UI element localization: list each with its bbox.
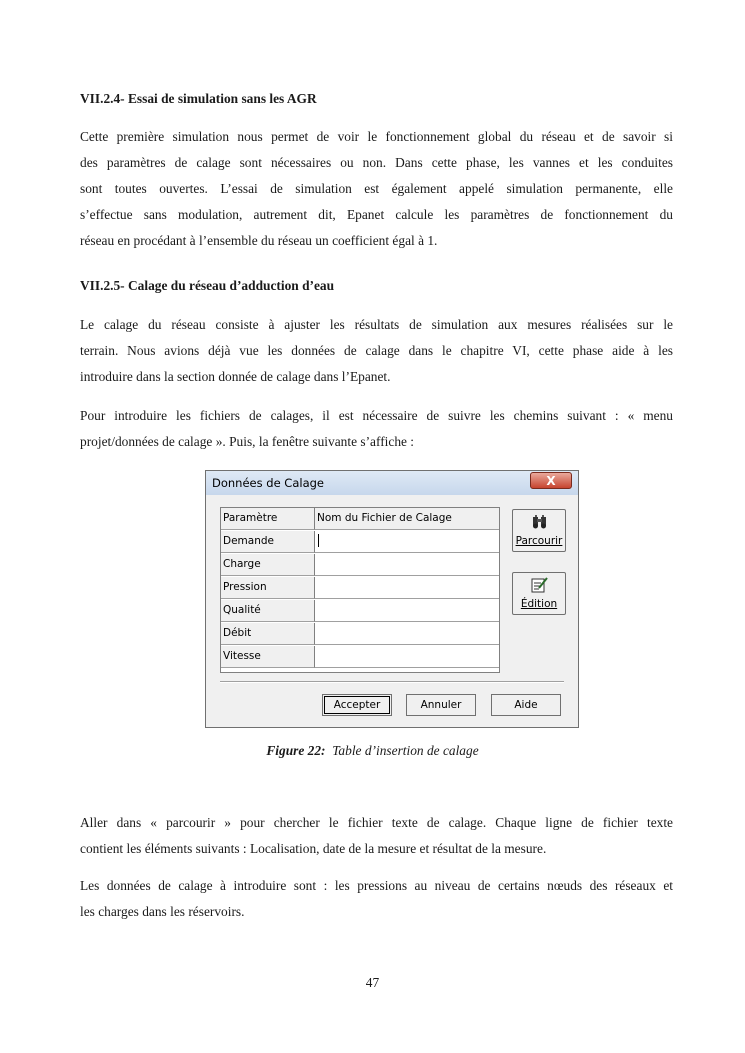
text-line: Le calage du réseau consiste à ajuster les résultats de simulation aux mesures réalisées sur le — [80, 317, 673, 332]
aide-button[interactable]: Aide — [491, 694, 561, 716]
header-parametre: Paramètre — [221, 508, 315, 530]
parcourir-label: Parcourir — [515, 535, 563, 547]
param-cell: Débit — [221, 623, 315, 645]
text-line: s’effectue sans modulation, autrement dit, Epanet calcule les paramètres de fonctionnement du — [80, 207, 673, 222]
paragraph-introduire — [80, 403, 673, 455]
text-caret — [318, 534, 319, 547]
dialog-title: Données de Calage — [212, 476, 324, 490]
text-line: Les données de calage à introduire sont : les pressions au niveau de certains nœuds des réseaux et — [80, 878, 673, 893]
separator — [220, 681, 564, 683]
text-line: réseau en procédant à l’ensemble du réseau un coefficient égal à 1. — [80, 233, 438, 248]
calage-dialog — [205, 470, 579, 728]
grid-row-qualite — [221, 600, 499, 623]
grid-row-debit — [221, 623, 499, 646]
text-line: Cette première simulation nous permet de voir le fonctionnement global du réseau et de savoir si — [80, 129, 673, 144]
header-nom-fichier: Nom du Fichier de Calage — [315, 508, 499, 530]
figure-number: Figure 22: — [266, 743, 326, 758]
file-input-charge[interactable] — [315, 554, 499, 576]
binoculars-icon — [531, 514, 549, 530]
parcourir-button[interactable] — [512, 509, 566, 552]
text-line: les charges dans les réservoirs. — [80, 904, 245, 919]
param-cell: Qualité — [221, 600, 315, 622]
file-input-qualite[interactable] — [315, 600, 499, 622]
grid-row-charge — [221, 554, 499, 577]
grid-row-pression — [221, 577, 499, 600]
text-line: Aller dans « parcourir » pour chercher le fichier texte de calage. Chaque ligne de fichier texte — [80, 815, 673, 830]
text-line: sont toutes ouvertes. L’essai de simulation est également appelé simulation permanente, elle — [80, 181, 673, 196]
param-cell: Pression — [221, 577, 315, 599]
param-cell: Vitesse — [221, 646, 315, 668]
annuler-button[interactable]: Annuler — [406, 694, 476, 716]
text-line: terrain. Nous avions déjà vue les données de calage dans le chapitre VI, cette phase aide à les — [80, 343, 673, 358]
grid-header-row — [221, 508, 499, 531]
paragraph-calage — [80, 312, 673, 390]
paragraph-parcourir — [80, 810, 673, 862]
figure-caption-text: Table d’insertion de calage — [332, 743, 479, 758]
heading-calage-reseau: VII.2.5- Calage du réseau d’adduction d’eau — [80, 278, 335, 293]
grid-row-demande — [221, 531, 499, 554]
text-line: des paramètres de calage sont nécessaires ou non. Dans cette phase, les vannes et les conduites — [80, 155, 673, 170]
text-line: introduire dans la section donnée de calage dans l’Epanet. — [80, 369, 391, 384]
close-button[interactable] — [530, 472, 572, 489]
heading-essai-simulation: VII.2.4- Essai de simulation sans les AGR — [80, 91, 317, 106]
edition-label: Édition — [520, 598, 558, 610]
close-icon: X — [546, 474, 556, 488]
paragraph-simulation — [80, 124, 673, 254]
figure-caption — [0, 743, 745, 759]
text-line: projet/données de calage ». Puis, la fenêtre suivante s’affiche : — [80, 434, 415, 449]
file-input-demande[interactable] — [315, 531, 499, 553]
page-number: 47 — [365, 975, 380, 990]
param-cell: Charge — [221, 554, 315, 576]
calage-grid — [220, 507, 500, 673]
accepter-button[interactable]: Accepter — [322, 694, 392, 716]
text-line: contient les éléments suivants : Localisation, date de la mesure et résultat de la mesure. — [80, 841, 547, 856]
grid-row-vitesse — [221, 646, 499, 669]
edit-icon — [531, 577, 549, 593]
param-cell: Demande — [221, 531, 315, 553]
paragraph-donnees — [80, 873, 673, 925]
text-line: Pour introduire les fichiers de calages, il est nécessaire de suivre les chemins suivant : « menu — [80, 408, 673, 423]
edition-button[interactable] — [512, 572, 566, 615]
file-input-pression[interactable] — [315, 577, 499, 599]
file-input-vitesse[interactable] — [315, 646, 499, 668]
file-input-debit[interactable] — [315, 623, 499, 645]
dialog-titlebar — [206, 471, 578, 495]
